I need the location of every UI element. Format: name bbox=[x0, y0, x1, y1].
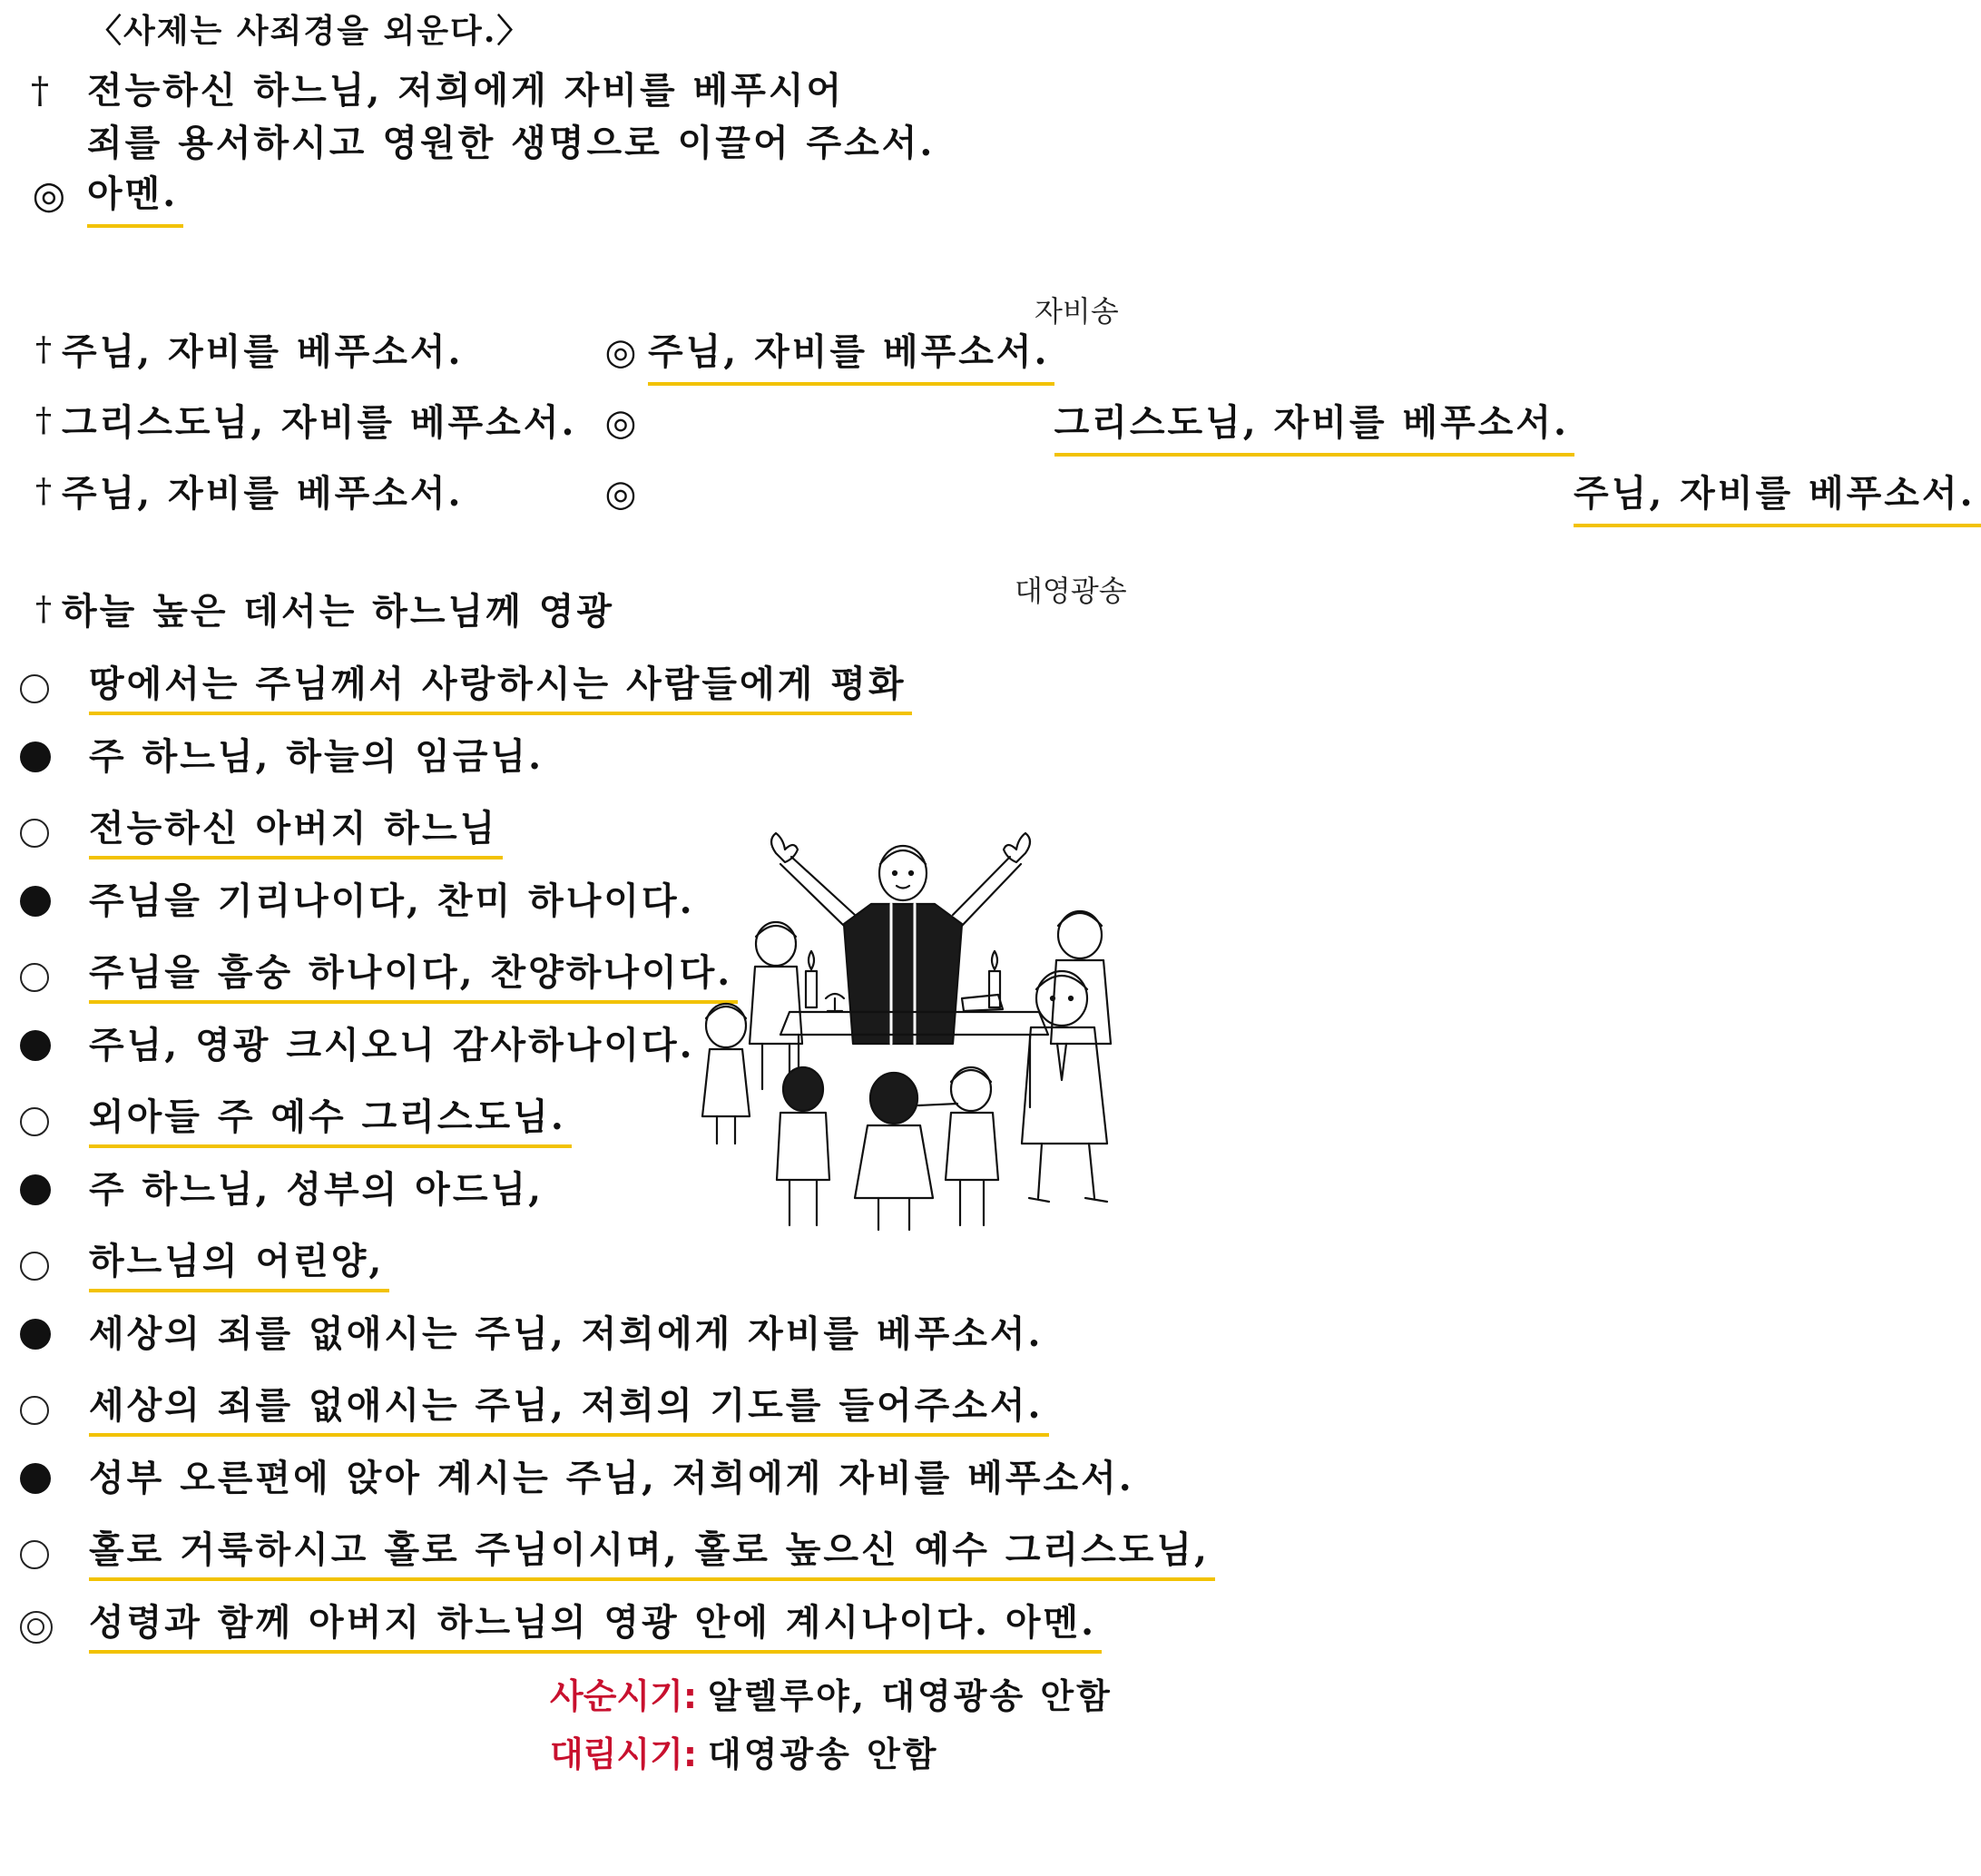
gloria-line-text: 홀로 거룩하시고 홀로 주님이시며, 홀로 높으신 예수 그리스도님, bbox=[89, 1532, 1210, 1577]
gloria-line bbox=[20, 1167, 544, 1211]
filled-circle-icon bbox=[20, 1319, 71, 1350]
gloria-line bbox=[20, 1528, 1210, 1577]
people-response-icon: ◎ bbox=[604, 473, 637, 515]
gloria-line-text: 세상의 죄를 없애시는 주님, 저희의 기도를 들어주소서. bbox=[89, 1388, 1044, 1433]
gloria-line-text: 세상의 죄를 없애시는 주님, 저희에게 자비를 베푸소서. bbox=[89, 1311, 1044, 1355]
kyrie-priest-1: 주님, 자비를 베푸소서. bbox=[62, 330, 464, 373]
open-circle-icon bbox=[20, 1540, 49, 1569]
open-circle-icon bbox=[20, 1396, 71, 1425]
filled-circle-icon bbox=[20, 1030, 51, 1061]
gloria-line bbox=[20, 951, 733, 1000]
season-note-advent bbox=[550, 1726, 939, 1776]
filled-circle-icon bbox=[20, 1463, 71, 1494]
priest-cross-icon: † bbox=[35, 331, 52, 368]
kyrie-title: 자비송 bbox=[1035, 294, 1119, 329]
gloria-line bbox=[20, 807, 498, 856]
kyrie-people-2: 그리스도님, 자비를 베푸소서. bbox=[1054, 401, 1569, 453]
double-circle-icon bbox=[20, 1611, 71, 1644]
gloria-line bbox=[20, 734, 544, 778]
filled-circle-icon bbox=[20, 742, 51, 772]
gloria-line bbox=[20, 1095, 566, 1144]
open-circle-icon bbox=[20, 1540, 71, 1569]
open-circle-icon bbox=[20, 819, 49, 848]
gloria-line bbox=[20, 879, 695, 922]
absolution-priest-line-2: 죄를 용서하시고 영원한 생명으로 이끌어 주소서. bbox=[87, 122, 936, 164]
open-circle-icon bbox=[20, 1252, 71, 1281]
priest-cross-icon: † bbox=[35, 591, 52, 628]
gloria-line-text: 주님, 영광 크시오니 감사하나이다. bbox=[89, 1023, 695, 1066]
open-circle-icon bbox=[20, 963, 49, 992]
gloria-line-text: 외아들 주 예수 그리스도님. bbox=[89, 1099, 566, 1144]
gloria-line-text: 성부 오른편에 앉아 계시는 주님, 저희에게 자비를 베푸소서. bbox=[89, 1456, 1134, 1499]
gloria-line-text: 하느님의 어린양, bbox=[89, 1243, 384, 1289]
open-circle-icon bbox=[20, 674, 71, 703]
people-response-icon: ◎ bbox=[604, 331, 637, 373]
open-circle-icon bbox=[20, 819, 71, 848]
gloria-line bbox=[20, 1456, 1134, 1499]
gloria-intro: 하늘 높은 데서는 하느님께 영광 bbox=[62, 590, 615, 633]
filled-circle-icon bbox=[20, 1463, 51, 1494]
gloria-line-text: 땅에서는 주님께서 사랑하시는 사람들에게 평화 bbox=[89, 666, 907, 712]
absolution-priest-line-1: 전능하신 하느님, 저희에게 자비를 베푸시어 bbox=[87, 69, 845, 112]
season-note-lent bbox=[550, 1668, 1113, 1718]
kyrie-priest-2: 그리스도님, 자비를 베푸소서. bbox=[62, 401, 577, 444]
gloria-line bbox=[20, 1600, 1097, 1650]
kyrie-people-1: 주님, 자비를 베푸소서. bbox=[648, 330, 1049, 382]
open-circle-icon bbox=[20, 1107, 71, 1136]
open-circle-icon bbox=[20, 963, 71, 992]
double-circle-icon bbox=[20, 1611, 53, 1644]
gloria-line bbox=[20, 663, 907, 712]
people-response-icon: ◎ bbox=[32, 172, 66, 217]
gloria-title: 대영광송 bbox=[1015, 574, 1127, 608]
priest-at-altar-with-children-illustration bbox=[690, 817, 1134, 1234]
priest-cross-icon: † bbox=[35, 402, 52, 439]
open-circle-icon bbox=[20, 1107, 49, 1136]
filled-circle-icon bbox=[20, 1174, 51, 1205]
filled-circle-icon bbox=[20, 886, 51, 917]
kyrie-people-3: 주님, 자비를 베푸소서. bbox=[1574, 472, 1975, 524]
season-note-key: 대림시기: bbox=[550, 1734, 698, 1774]
gloria-line bbox=[20, 1023, 695, 1066]
gloria-line-text: 주 하느님, 성부의 아드님, bbox=[89, 1167, 544, 1211]
kyrie-priest-3: 주님, 자비를 베푸소서. bbox=[62, 472, 464, 515]
gloria-line-text: 전능하신 아버지 하느님 bbox=[89, 810, 497, 856]
gloria-line bbox=[20, 1384, 1044, 1433]
people-response-icon: ◎ bbox=[604, 402, 637, 444]
open-circle-icon bbox=[20, 674, 49, 703]
season-note-value: 대영광송 안함 bbox=[708, 1734, 939, 1774]
gloria-line-text: 성령과 함께 아버지 하느님의 영광 안에 계시나이다. 아멘. bbox=[89, 1605, 1096, 1650]
filled-circle-icon bbox=[20, 1319, 51, 1350]
open-circle-icon bbox=[20, 1396, 49, 1425]
season-note-value: 알렐루야, 대영광송 안함 bbox=[708, 1675, 1113, 1716]
priest-cross-icon: † bbox=[31, 70, 49, 112]
priest-cross-icon: † bbox=[35, 473, 52, 510]
absolution-response: 아멘. bbox=[87, 172, 178, 224]
rubric-instruction: 〈사제는 사죄경을 외운다.〉 bbox=[89, 12, 532, 50]
filled-circle-icon bbox=[20, 742, 71, 772]
gloria-line bbox=[20, 1240, 385, 1289]
filled-circle-icon bbox=[20, 886, 71, 917]
filled-circle-icon bbox=[20, 1174, 71, 1205]
filled-circle-icon bbox=[20, 1030, 71, 1061]
gloria-line-text: 주 하느님, 하늘의 임금님. bbox=[89, 734, 544, 778]
season-note-key: 사순시기: bbox=[550, 1676, 698, 1716]
open-circle-icon bbox=[20, 1252, 49, 1281]
gloria-line-text: 주님을 흠숭 하나이다, 찬양하나이다. bbox=[89, 955, 732, 1000]
gloria-line bbox=[20, 1311, 1044, 1355]
gloria-line-text: 주님을 기리나이다, 찬미 하나이다. bbox=[89, 879, 695, 922]
